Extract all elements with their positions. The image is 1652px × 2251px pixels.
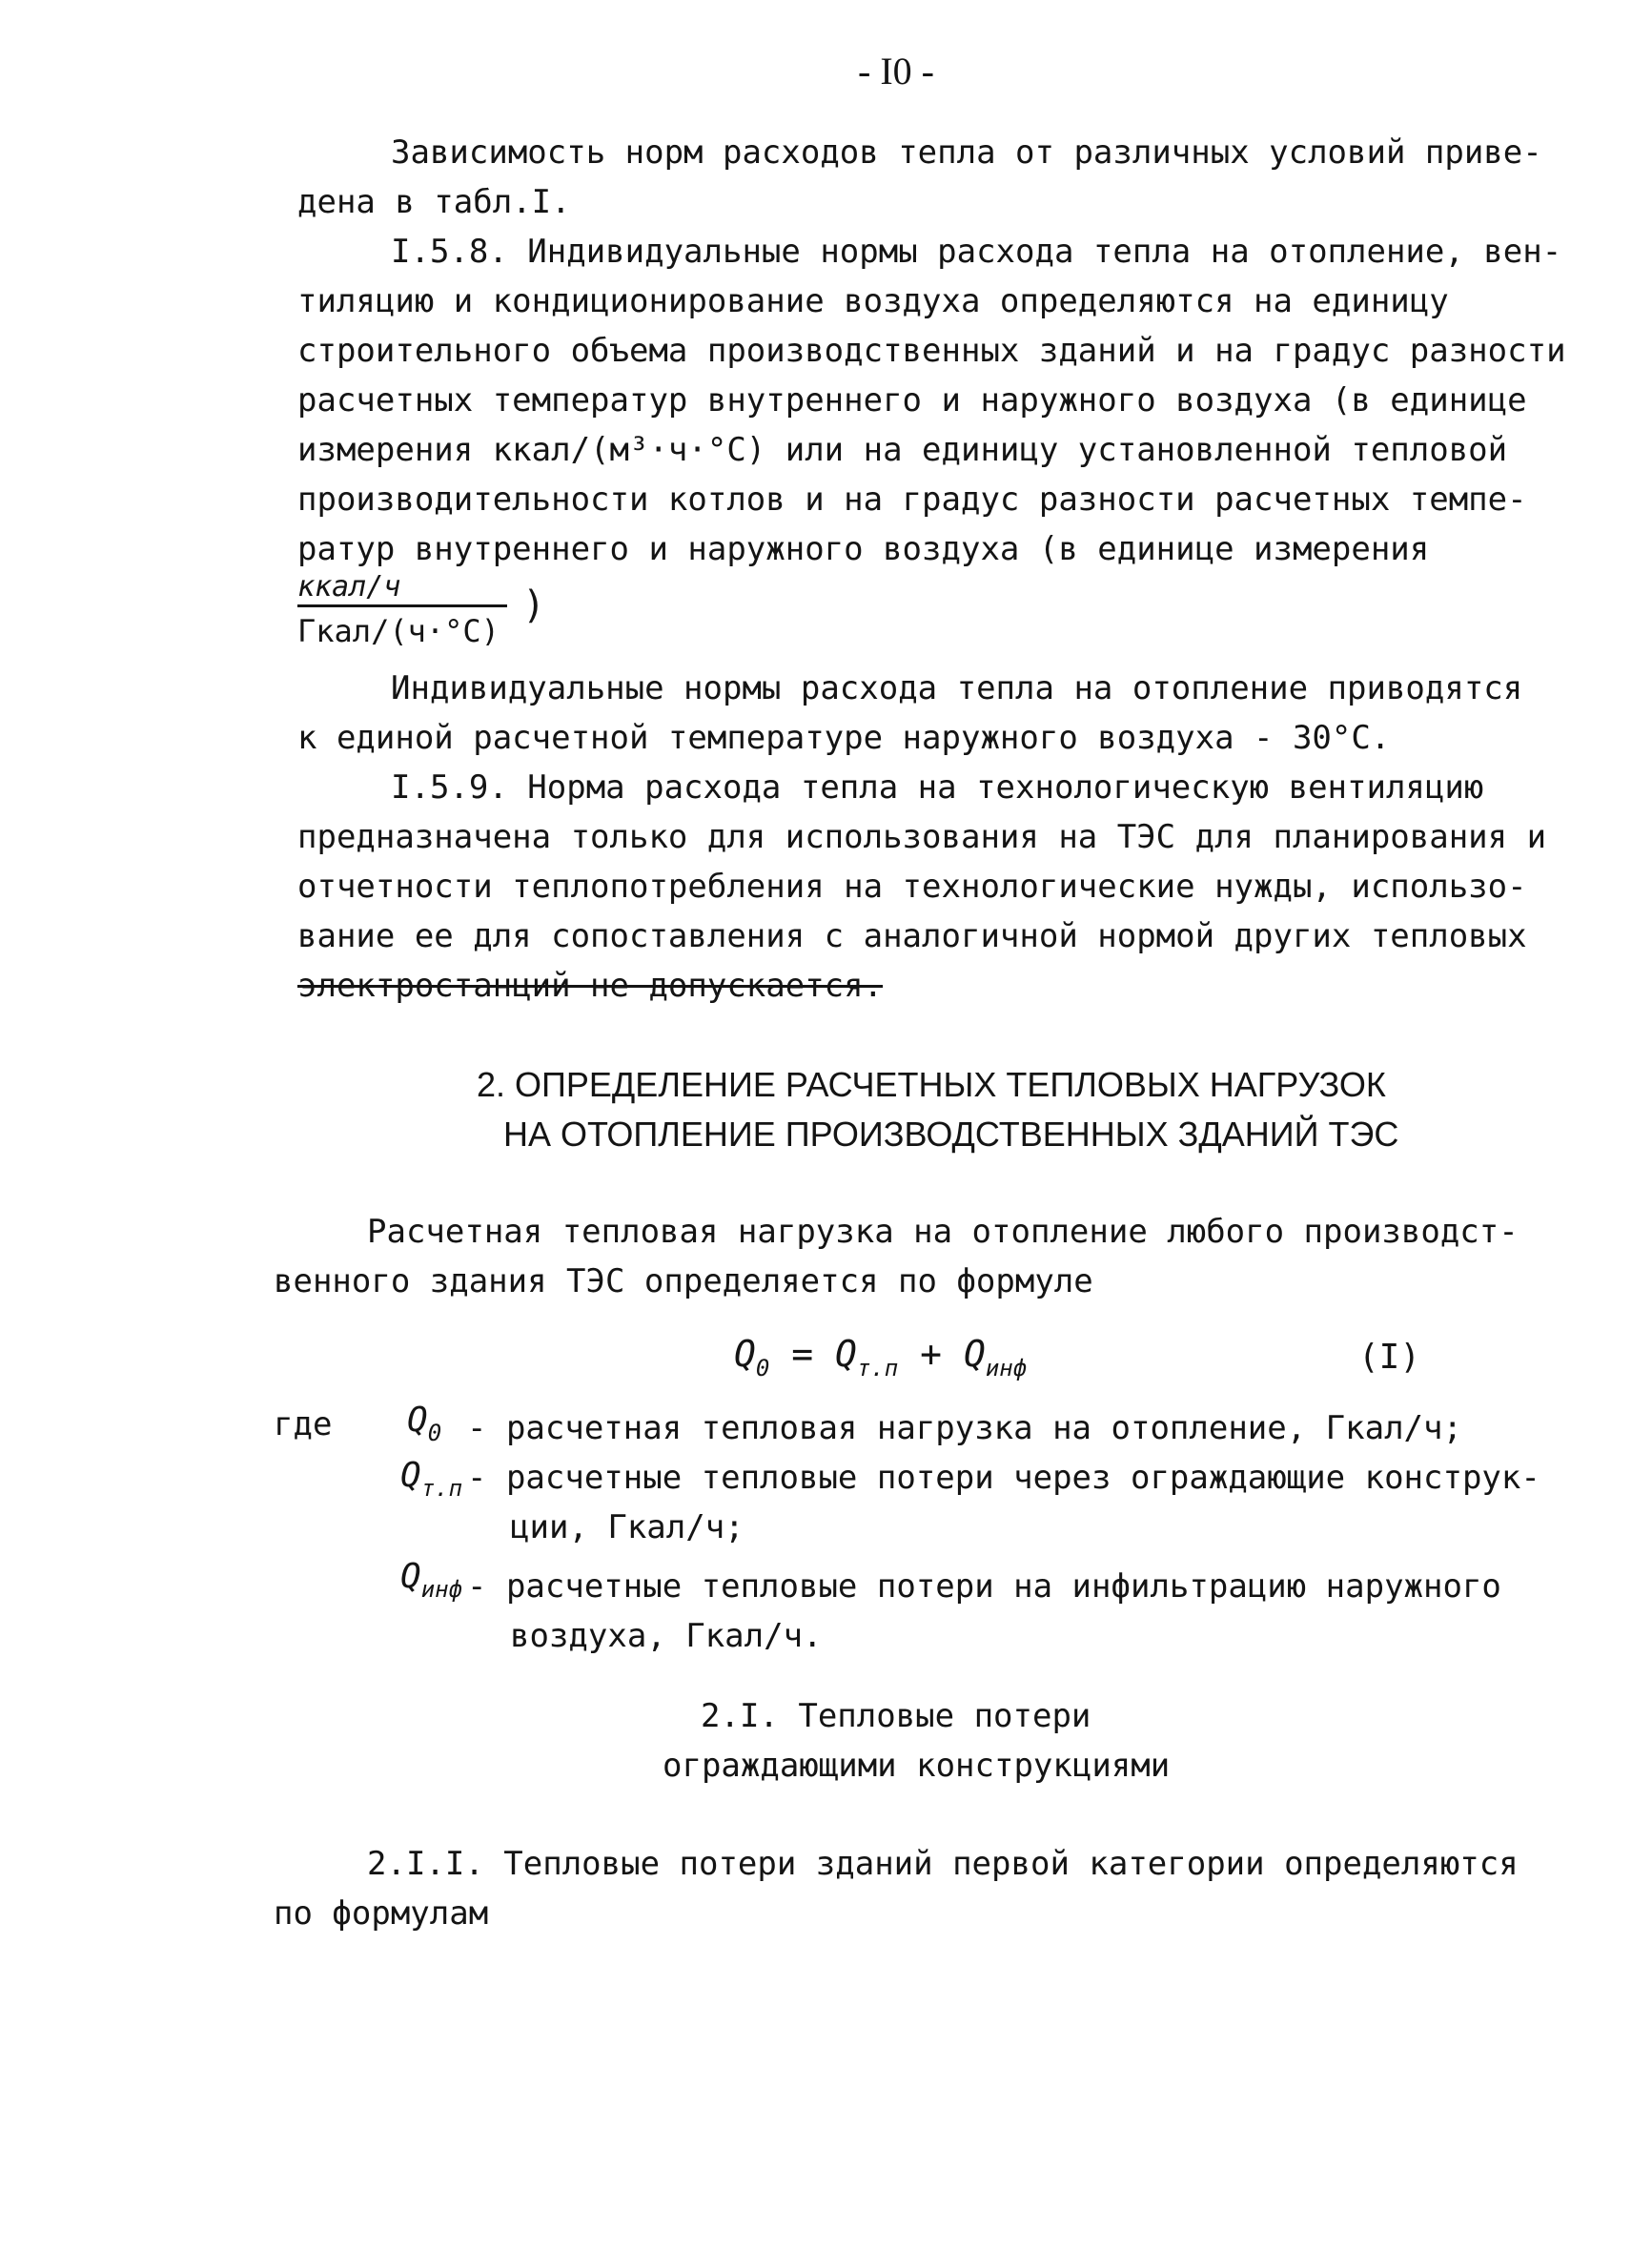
- paragraph-line: дена в табл.I.: [297, 183, 571, 221]
- definition-symbol: $Q_{инф}$: [400, 1557, 463, 1603]
- paragraph-line: по формулам: [274, 1894, 489, 1933]
- paragraph-line: строительного объема производственных зданий и на градус разности: [297, 332, 1566, 370]
- paragraph-line: отчетности теплопотребления на технологические нужды, использо-: [297, 868, 1527, 906]
- paragraph-line: I.5.8. Индивидуальные нормы расхода тепла на отопление, вен-: [391, 233, 1562, 271]
- fraction-numerator: ккал/ч: [297, 570, 401, 604]
- subsection-heading: ограждающими конструкциями: [663, 1747, 1171, 1785]
- formula: [734, 1335, 1027, 1387]
- paragraph-line: ратур внутреннего и наружного воздуха (в единице измерения: [297, 530, 1430, 568]
- definition-text: ции, Гкал/ч;: [510, 1508, 744, 1546]
- formula-number: (I): [1358, 1338, 1421, 1377]
- fraction-close-paren: ): [522, 583, 546, 627]
- paragraph-line: I.5.9. Норма расхода тепла на технологическую вентиляцию: [391, 768, 1484, 807]
- formula-lhs-subscript: 0: [755, 1355, 770, 1381]
- paragraph-line: предназначена только для использования на ТЭС для планирования и: [297, 818, 1547, 856]
- definition-text: - расчетные тепловые потери на инфильтрацию наружного: [467, 1567, 1501, 1606]
- formula-term: Q: [835, 1333, 857, 1375]
- where-label: где: [274, 1405, 333, 1443]
- paragraph-line: Расчетная тепловая нагрузка на отопление любого производст-: [367, 1213, 1519, 1251]
- paragraph-line: измерения ккал/(м³·ч·°С) или на единицу установленной тепловой: [297, 431, 1508, 469]
- paragraph-line: вание ее для сопоставления с аналогичной нормой других тепловых: [297, 917, 1527, 955]
- formula-term-subscript: инф: [985, 1355, 1028, 1381]
- formula-plus: +: [920, 1333, 943, 1375]
- formula-lhs: Q: [734, 1333, 756, 1375]
- section-heading: 2. ОПРЕДЕЛЕНИЕ РАСЧЕТНЫХ ТЕПЛОВЫХ НАГРУЗОК: [477, 1065, 1386, 1104]
- definition-text: - расчетные тепловые потери через ограждающие конструк-: [467, 1459, 1540, 1497]
- definition-symbol: $Q_0$: [407, 1401, 442, 1446]
- fraction-denominator: Гкал/(ч·°С): [297, 613, 500, 649]
- definition-text: - расчетная тепловая нагрузка на отопление, Гкал/ч;: [467, 1409, 1462, 1447]
- definition-text: воздуха, Гкал/ч.: [510, 1617, 823, 1655]
- formula-term: Q: [963, 1333, 986, 1375]
- paragraph-line: 2.I.I. Тепловые потери зданий первой категории определяются: [367, 1845, 1519, 1883]
- formula-equals: =: [791, 1333, 814, 1375]
- paragraph-line: венного здания ТЭС определяется по формуле: [274, 1262, 1093, 1300]
- subsection-heading: 2.I. Тепловые потери: [701, 1697, 1091, 1735]
- paragraph-line: Индивидуальные нормы расхода тепла на отопление приводятся: [391, 669, 1523, 707]
- section-heading: НА ОТОПЛЕНИЕ ПРОИЗВОДСТВЕННЫХ ЗДАНИЙ ТЭС: [503, 1115, 1399, 1154]
- paragraph-line: электростанций не допускается.: [297, 967, 884, 1005]
- fraction-bar: [297, 604, 507, 607]
- paragraph-line: производительности котлов и на градус разности расчетных темпе-: [297, 481, 1527, 519]
- formula-term-subscript: т.п: [856, 1355, 899, 1381]
- paragraph-line: расчетных температур внутреннего и наружного воздуха (в единице: [297, 381, 1527, 420]
- paragraph-line: Зависимость норм расходов тепла от различных условий приве-: [391, 133, 1542, 172]
- paragraph-line: тиляцию и кондиционирование воздуха определяются на единицу: [297, 282, 1449, 320]
- paragraph-line: к единой расчетной температуре наружного воздуха - 30°С.: [297, 719, 1391, 757]
- page-number: - I0 -: [858, 50, 934, 92]
- definition-symbol: $Q_{т.п}$: [400, 1456, 463, 1502]
